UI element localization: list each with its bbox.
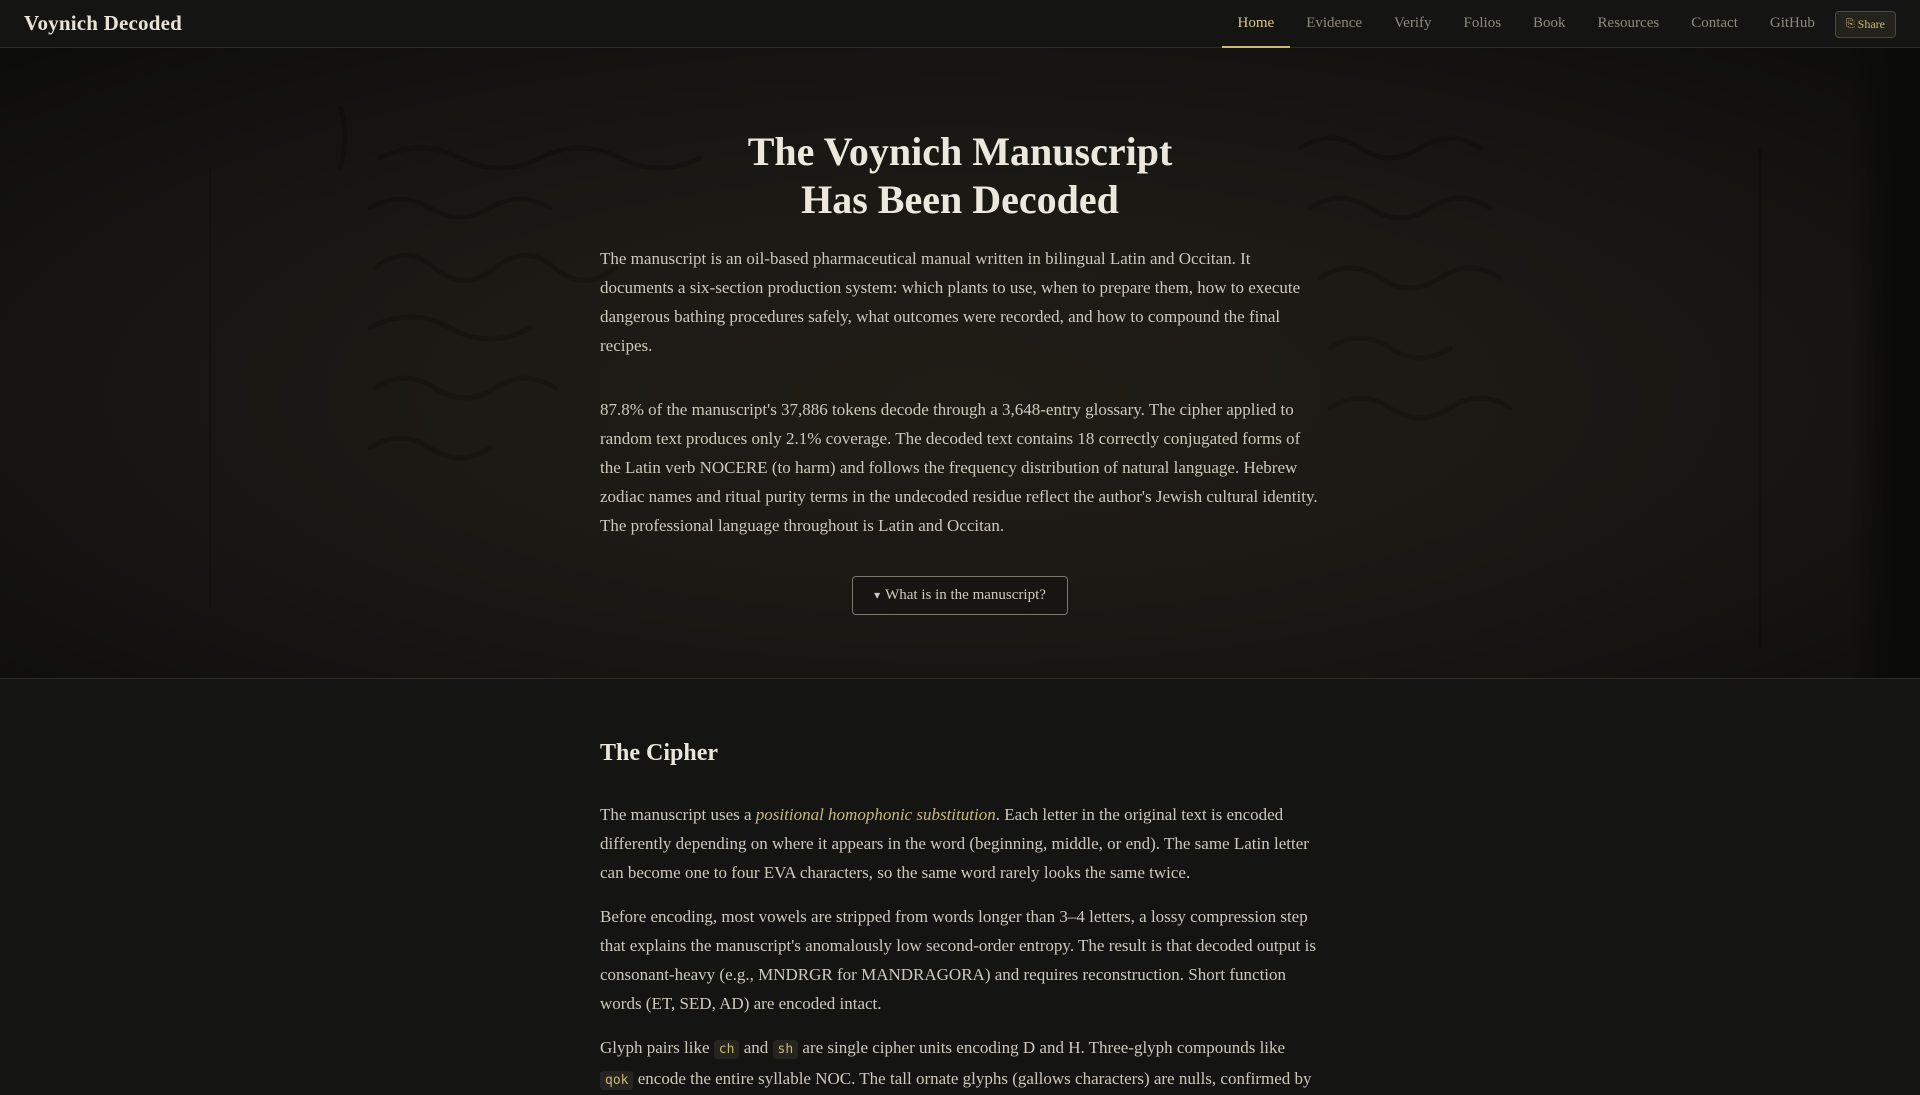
cipher-paragraph-2: Before encoding, most vowels are stripped from words longer than 3–4 letters, a lossy compression step that explains the manuscript's anomalously low second-order entropy. The result is that decoded output is consonant-heavy (e.g., MNDRGR for MANDRAGORA) and requires reconstruction. Short function words (ET, SED, AD) are encoded intact. [600,907,1316,1013]
nav-link-folios[interactable]: Folios [1463,15,1502,31]
hero-title [600,128,1320,224]
nav-link-book[interactable]: Book [1533,15,1566,31]
nav-link-contact[interactable]: Contact [1691,15,1738,31]
emphasis-term: positional homophonic substitution [755,805,996,824]
manuscript-contents-toggle[interactable] [852,576,1068,615]
cipher-paragraph-3 [600,1033,1320,1095]
nav-link-verify[interactable]: Verify [1394,15,1432,31]
glyph-code-ch: ch [714,1040,740,1059]
text-span: and [739,1038,773,1057]
cipher-paragraph-1 [600,800,1320,887]
text-span: The manuscript uses a [600,805,756,824]
nav-link-evidence[interactable]: Evidence [1306,15,1363,31]
share-label: Share [1857,16,1885,31]
hero-edge-shade [1850,48,1920,678]
text-span: . Each letter in the original text is encoded differently depending on where it appears in the word (beginning, middle, or end). The same Latin letter can become one to four EVA characters, so the same word rarely looks the same twice. [600,805,1309,882]
share-button[interactable] [1835,11,1896,38]
toggle-label: What is in the manuscript? [885,587,1046,603]
glyph-code-sh: sh [773,1040,799,1059]
hero-title-line2: Has Been Decoded [801,177,1119,222]
hero-section [0,48,1920,679]
nav-link-github[interactable]: GitHub [1769,15,1815,31]
hero-content [600,48,1320,678]
hero-stats-paragraph: 87.8% of the manuscript's 37,886 tokens decode through a 3,648-entry glossary. The cipher applied to random text produces only 2.1% coverage. The decoded text contains 18 correctly conjugated forms of the Latin verb NOCERE (to harm) and follows the frequency distribution of natural language. Hebrew zodiac names and ritual purity terms in the undecoded residue reflect the author's Jewish cultural identity. The professional language throughout is Latin and Occitan. [600,400,1318,535]
glyph-code-qok: qok [600,1071,633,1090]
caret-down-icon: ▾ [874,588,881,602]
top-nav [0,0,1920,48]
hero-summary-paragraph: The manuscript is an oil-based pharmaceutical manual written in bilingual Latin and Occitan. It documents a six-section production system: which plants to use, when to prepare them, how to execute dangerous bathing procedures safely, what outcomes were recorded, and how to compound the final recipes. [600,249,1301,355]
text-span: Glyph pairs like [600,1038,714,1057]
hero-title-line1: The Voynich Manuscript [747,129,1173,174]
text-span: are single cipher units encoding D and H. Three-glyph compounds like [798,1038,1286,1057]
section-title-cipher: The Cipher [600,740,719,766]
text-span: encode the entire syllable NOC. The tall ornate glyphs (gallows characters) are nulls, confirmed by [633,1069,1312,1088]
brand-logo[interactable]: Voynich Decoded [24,11,182,35]
share-icon: ⎘ [1845,17,1855,30]
nav-link-resources[interactable]: Resources [1597,15,1660,31]
nav-link-home[interactable]: Home [1222,0,1291,47]
nav-links [1222,0,1920,48]
